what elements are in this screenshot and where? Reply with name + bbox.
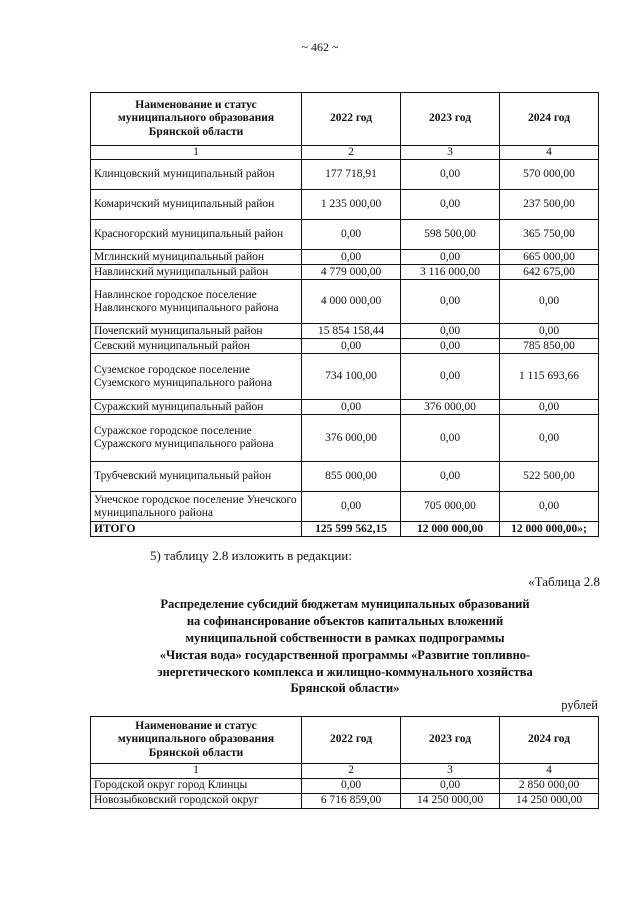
heading-line: энергетического комплекса и жилищно-коммунального хозяйства (157, 664, 533, 679)
row-2024: 0,00 (500, 400, 599, 415)
table-header-row (91, 717, 599, 764)
row-2023: 0,00 (401, 339, 500, 354)
row-2022: 0,00 (302, 779, 401, 794)
table-row (91, 190, 599, 220)
row-2023: 0,00 (401, 779, 500, 794)
col-num-1: 1 (91, 146, 302, 160)
row-name: Севский муниципальный район (91, 339, 302, 354)
table-heading (100, 596, 590, 697)
table-row (91, 779, 599, 794)
col-num-4: 4 (500, 146, 599, 160)
row-name: Суражский муниципальный район (91, 400, 302, 415)
header-2023: 2023 год (401, 717, 500, 764)
table-label: «Таблица 2.8 (528, 574, 600, 589)
row-2024: 237 500,00 (500, 190, 599, 220)
row-2022: 0,00 (302, 250, 401, 265)
row-2023: 598 500,00 (401, 220, 500, 250)
row-2022: 6 716 859,00 (302, 794, 401, 809)
table-row (91, 462, 599, 492)
row-2022: 4 779 000,00 (302, 265, 401, 280)
row-name: Красногорский муниципальный район (91, 220, 302, 250)
table-row (91, 400, 599, 415)
subsidy-table-2 (90, 716, 599, 809)
row-2023: 0,00 (401, 415, 500, 462)
row-2023: 3 116 000,00 (401, 265, 500, 280)
row-2024: 785 850,00 (500, 339, 599, 354)
total-2023: 12 000 000,00 (401, 522, 500, 537)
col-num-3: 3 (401, 146, 500, 160)
row-name: Трубчевский муниципальный район (91, 462, 302, 492)
row-name: Клинцовский муниципальный район (91, 160, 302, 190)
row-2024: 1 115 693,66 (500, 354, 599, 400)
row-2024: 0,00 (500, 324, 599, 339)
row-2024: 665 000,00 (500, 250, 599, 265)
row-2024: 365 750,00 (500, 220, 599, 250)
table-row (91, 160, 599, 190)
row-name: Мглинский муниципальный район (91, 250, 302, 265)
table-row (91, 265, 599, 280)
col-num-4: 4 (500, 764, 599, 779)
table-row (91, 280, 599, 324)
heading-line: на софинансирование объектов капитальных вложений (186, 613, 504, 628)
row-name: Суземское городское поселение Суземского муниципального района (91, 354, 302, 400)
heading-line: Брянской области» (290, 681, 400, 696)
row-2022: 15 854 158,44 (302, 324, 401, 339)
row-2024: 570 000,00 (500, 160, 599, 190)
heading-line: муниципальной собственности в рамках подпрограммы (185, 630, 505, 645)
header-2023: 2023 год (401, 93, 500, 146)
row-2023: 705 000,00 (401, 492, 500, 522)
header-name: Наименование и статус муниципального образования Брянской области (91, 93, 302, 146)
row-2022: 0,00 (302, 400, 401, 415)
header-name: Наименование и статус муниципального образования Брянской области (91, 717, 302, 764)
heading-line: «Чистая вода» государственной программы «Развитие топливно- (159, 647, 531, 662)
row-2022: 4 000 000,00 (302, 280, 401, 324)
row-2023: 0,00 (401, 250, 500, 265)
row-2022: 376 000,00 (302, 415, 401, 462)
total-row (91, 522, 599, 537)
table-row (91, 354, 599, 400)
row-2022: 734 100,00 (302, 354, 401, 400)
column-number-row (91, 764, 599, 779)
row-2024: 642 675,00 (500, 265, 599, 280)
row-2023: 0,00 (401, 280, 500, 324)
row-name: Комаричский муниципальный район (91, 190, 302, 220)
units-label: рублей (561, 698, 598, 712)
row-2022: 177 718,91 (302, 160, 401, 190)
row-name: Навлинский муниципальный район (91, 265, 302, 280)
total-label: ИТОГО (91, 522, 302, 537)
row-name: Суражское городское поселение Суражского муниципального района (91, 415, 302, 462)
heading-line: Распределение субсидий бюджетам муниципальных образований (160, 597, 530, 611)
header-2022: 2022 год (302, 93, 401, 146)
row-name: Унечское городское поселение Унечского муниципального района (91, 492, 302, 522)
header-2024: 2024 год (500, 717, 599, 764)
row-2023: 0,00 (401, 354, 500, 400)
col-num-3: 3 (401, 764, 500, 779)
page-number: ~ 462 ~ (301, 40, 339, 54)
row-2022: 0,00 (302, 339, 401, 354)
row-2023: 0,00 (401, 160, 500, 190)
row-2023: 0,00 (401, 324, 500, 339)
col-num-2: 2 (302, 764, 401, 779)
total-2022: 125 599 562,15 (302, 522, 401, 537)
table-row (91, 324, 599, 339)
row-2023: 376 000,00 (401, 400, 500, 415)
header-2022: 2022 год (302, 717, 401, 764)
table-row (91, 492, 599, 522)
row-2024: 0,00 (500, 492, 599, 522)
table-row (91, 415, 599, 462)
table-row (91, 794, 599, 809)
row-name: Почепский муниципальный район (91, 324, 302, 339)
row-name: Навлинское городское поселение Навлинского муниципального района (91, 280, 302, 324)
subsidy-table-1 (90, 92, 599, 537)
table-header-row (91, 93, 599, 146)
row-name: Новозыбковский городской округ (91, 794, 302, 809)
row-2023: 0,00 (401, 190, 500, 220)
row-2022: 0,00 (302, 220, 401, 250)
col-num-1: 1 (91, 764, 302, 779)
row-2022: 0,00 (302, 492, 401, 522)
row-2022: 855 000,00 (302, 462, 401, 492)
row-2024: 522 500,00 (500, 462, 599, 492)
row-2024: 2 850 000,00 (500, 779, 599, 794)
row-2022: 1 235 000,00 (302, 190, 401, 220)
total-2024: 12 000 000,00»; (500, 522, 599, 537)
table-row (91, 220, 599, 250)
header-2024: 2024 год (500, 93, 599, 146)
col-num-2: 2 (302, 146, 401, 160)
column-number-row (91, 146, 599, 160)
table-row (91, 250, 599, 265)
row-2023: 14 250 000,00 (401, 794, 500, 809)
table-row (91, 339, 599, 354)
row-2024: 0,00 (500, 415, 599, 462)
row-2024: 0,00 (500, 280, 599, 324)
row-name: Городской округ город Клинцы (91, 779, 302, 794)
amendment-paragraph: 5) таблицу 2.8 изложить в редакции: (150, 548, 352, 563)
row-2023: 0,00 (401, 462, 500, 492)
row-2024: 14 250 000,00 (500, 794, 599, 809)
